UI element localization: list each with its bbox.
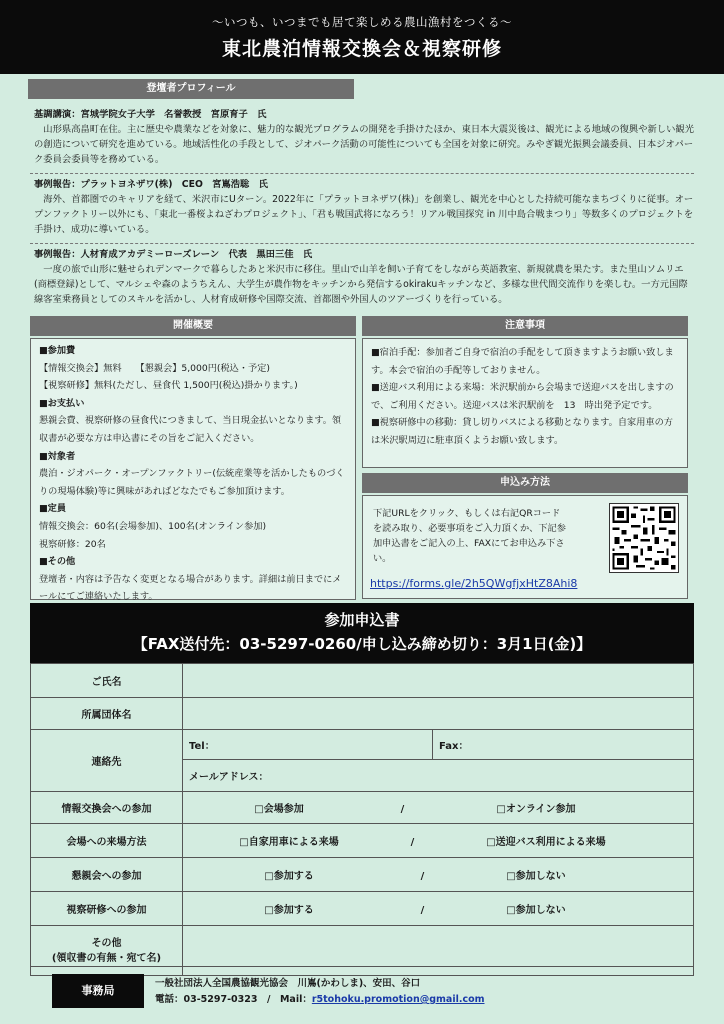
exchange-online-checkbox[interactable]: □オンライン参加 (496, 804, 576, 815)
separator: / (420, 905, 425, 916)
form-header (30, 603, 694, 663)
party-label: 懇親会への参加 (31, 858, 183, 892)
form-subtitle: 【FAX送付先：03-5297-0260/申し込み締め切り：3月1日(金)】 (132, 635, 592, 653)
separator: / (420, 871, 425, 882)
overview-line: 【情報交換会】無料 【懇親会】5,000円(税込・予定) (39, 362, 270, 374)
qr-code-icon[interactable] (609, 503, 679, 573)
name-label: ご氏名 (31, 664, 183, 698)
speaker-2-head: 事例報告：プラットヨネザワ(株) CEO 宮嶌浩聡 氏 (34, 179, 268, 190)
other-label-line1: その他 (91, 937, 122, 949)
office-label: 事務局 (52, 974, 144, 1008)
divider (30, 966, 694, 967)
office-line2 (155, 992, 485, 1008)
overview-line: 視察研修：20名 (39, 538, 106, 550)
speaker-2 (34, 177, 694, 237)
speaker-3-body: 一度の旅で山形に魅せられデンマークで暮らしたあと米沢市に移住。里山で山羊を飼い子育てをしながら英語教室、新規就農を果たす。また里山ソムリエ(商標登録)として、マルシェや森のようちえん、大学生が農作物をキッチンから発信するokirakuキッチンなど、多様な世代間交流作りを楽しむ。一方元国際線客室乗務員としてのスキルを活かし、人材育成研修や国際交流、首都圏や外国人のツアーづくりを行っている。 (34, 264, 688, 305)
note-line: ■送迎バス利用による来場：米沢駅前から会場まで送迎バスを出しますので、ご利用ください。送迎バスは米沢駅前を 13 時出発予定です。 (371, 382, 674, 411)
office-info (155, 976, 485, 1008)
overview-line: 登壇者・内容は予告なく変更となる場合があります。詳細は前日までにメールにてご連絡いたします。 (39, 573, 342, 603)
speaker-1-body: 山形県高畠町在住。主に歴史や農業などを対象に、魅力的な観光プログラムの開発を手掛けたほか、東日本大震災後は、観光による地域の復興や新しい観光の創造について研究を進めている。地域活性化の手段として、ジオパーク活動の可能性についても全国を対象に研究。みやぎ観光振興会議委員、日本ジオパーク委員会委員等を務めている。 (34, 124, 694, 165)
org-field[interactable] (183, 698, 694, 730)
overview-line: ■定員 (39, 503, 67, 515)
other-label-line2: (領収書の有無・宛て名) (51, 952, 162, 964)
overview-section-title: 開催概要 (30, 316, 356, 336)
tel-label: Tel： (189, 741, 215, 752)
overview-line: 農泊・ジオパーク・オープンファクトリー(伝統産業等を活かしたものづくりの現場体験)等に興味があればどなたでもご参加頂けます。 (39, 468, 345, 497)
contact-label: 連絡先 (31, 730, 183, 792)
tour-label: 視察研修への参加 (31, 892, 183, 926)
note-line: ■視察研修中の移動：貸し切りバスによる移動となります。自家用車の方は米沢駅周辺に駐車頂くようお願い致します。 (371, 417, 673, 446)
mail-field[interactable] (183, 760, 694, 792)
mail-label: メールアドレス： (189, 772, 269, 783)
overview-box (30, 338, 356, 603)
transport-car-checkbox[interactable]: □自家用車による来場 (239, 837, 339, 848)
divider (30, 173, 694, 174)
notes-box (362, 338, 688, 468)
office-line1: 一般社団法人全国農協観光協会 川嶌(かわしま)、安田、谷口 (155, 978, 421, 989)
office-contact: 電話：03-5297-0323 / Mail： (155, 994, 312, 1005)
overview-line: 情報交換会：60名(会場参加)、100名(オンライン参加) (39, 520, 267, 532)
other-label (31, 926, 183, 976)
exchange-venue-checkbox[interactable]: □会場参加 (254, 804, 304, 815)
party-yes-checkbox[interactable]: □参加する (264, 871, 314, 882)
form-url-link[interactable]: https://forms.gle/2h5QWgfjxHtZ8Ahi8 (370, 577, 578, 590)
notes-section-title: 注意事項 (362, 316, 688, 336)
office-email-link[interactable]: r5tohoku.promotion@gmail.com (311, 994, 485, 1005)
separator: / (410, 837, 415, 848)
speaker-3 (34, 247, 694, 307)
tour-yes-checkbox[interactable]: □参加する (264, 905, 314, 916)
tour-no-checkbox[interactable]: □参加しない (506, 905, 566, 916)
apply-text: 下記URLをクリック、もしくは右記QRコードを読み取り、必要事項をご入力頂くか、下記参加申込書をご記入の上、FAXにてお申込み下さい。 (373, 508, 566, 564)
transport-label: 会場への来場方法 (31, 824, 183, 858)
speaker-1-head: 基調講演：宮城学院女子大学 名誉教授 宮原育子 氏 (34, 109, 267, 120)
speaker-2-body: 海外、首都圏でのキャリアを経て、米沢市にUターン。2022年に「プラットヨネザワ(株)」を創業し、観光を中心とした持続可能なまちづくりに従事。オープンファクトリー以外にも、「東北一番桜よねざわプロジェクト」、「君も戦国武将になろう！リアル戦国探究 in 川中島合戦まつり」等数多くのプロジェクトを手掛け、成功に導いている。 (34, 194, 694, 235)
speaker-3-head: 事例報告：人材育成アカデミーローズレーン 代表 黒田三佳 氏 (34, 249, 313, 260)
overview-line: ■参加費 (39, 345, 76, 356)
apply-section-title: 申込み方法 (362, 473, 688, 493)
note-line: ■宿泊手配：参加者ご自身で宿泊の手配をして頂きますようお願い致します。本会で宿泊の手配等しておりません。 (371, 347, 674, 376)
transport-bus-checkbox[interactable]: □送迎バス利用による来場 (486, 837, 606, 848)
header-title: 東北農泊情報交換会＆視察研修 (221, 38, 502, 60)
divider (30, 243, 694, 244)
speaker-1 (34, 107, 694, 167)
application-form-table (30, 663, 694, 976)
overview-line: ■お支払い (39, 397, 85, 409)
overview-line: 懇親会費、視察研修の昼食代につきまして、当日現金払いとなります。領収書が必要な方は申込書にその旨をご記入ください。 (39, 415, 342, 444)
profile-section-title: 登壇者プロフィール (28, 79, 354, 99)
overview-line: ■その他 (39, 556, 76, 568)
party-no-checkbox[interactable]: □参加しない (506, 871, 566, 882)
name-field[interactable] (183, 664, 694, 698)
form-title: 参加申込書 (324, 611, 400, 629)
fax-label: Fax： (439, 741, 469, 752)
overview-line: 【視察研修】無料(ただし、昼食代 1,500円(税込)掛かります。) (39, 380, 298, 392)
header-subtitle: 〜いつも、いつまでも居て楽しめる農山漁村をつくる〜 (212, 15, 512, 29)
header-banner (0, 0, 724, 74)
fax-field[interactable] (433, 730, 694, 760)
org-label: 所属団体名 (31, 698, 183, 730)
tel-field[interactable] (183, 730, 433, 760)
separator: / (400, 804, 405, 815)
other-field[interactable] (183, 926, 694, 976)
exchange-label: 情報交換会への参加 (31, 792, 183, 824)
overview-line: ■対象者 (39, 450, 76, 462)
